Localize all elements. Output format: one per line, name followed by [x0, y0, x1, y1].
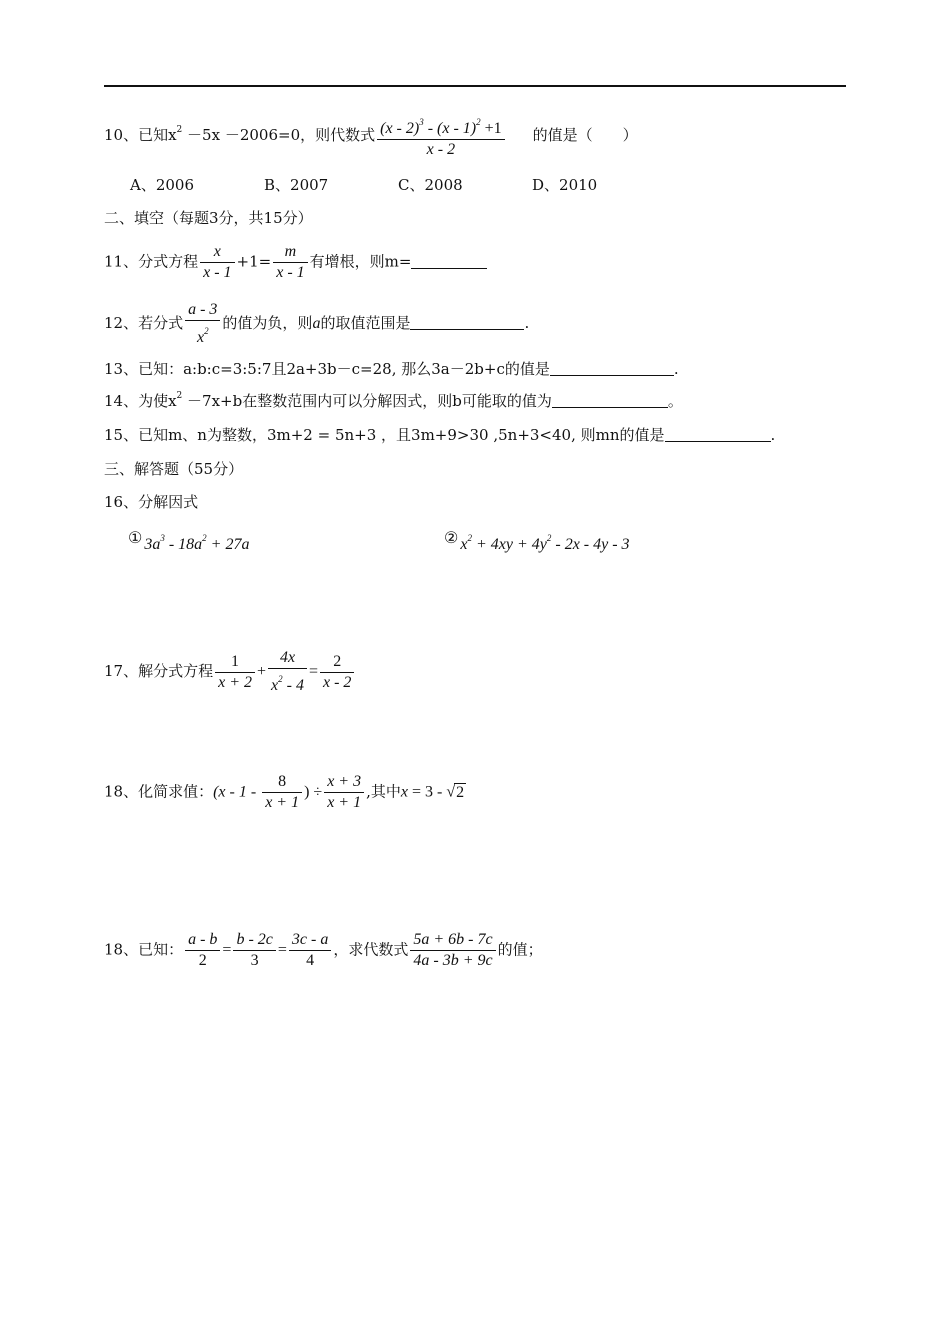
q18b-fraction-2: $\frac{b - 2c}{3}$ — [233, 930, 275, 971]
q14-answer-blank[interactable] — [552, 393, 668, 408]
option-b: B、2007 — [264, 176, 329, 194]
q18b-fraction-3: $\frac{3c - a}{4}$ — [289, 930, 331, 971]
option-c: C、2008 — [398, 176, 463, 194]
option-a: A、2006 — [130, 176, 195, 194]
question-15: 15、已知m、n为整数，3m+2 = 5n+3 ，且3m+9>30 ,5n+3<40, 则mn的值是 . — [104, 426, 776, 444]
header-rule — [104, 85, 846, 87]
section-2-heading: 二、填空（每题3分，共15分） — [104, 209, 313, 227]
q16-part-2: ② $x^2 + 4xy + 4y^2 - 2x - 4y - 3$ — [444, 528, 630, 553]
q18a-fraction-2: $\frac{x + 3}{x + 1}$ — [324, 772, 364, 813]
q10-suffix: 的值是（ ） — [532, 126, 638, 144]
q18b-fraction-4: $\frac{5a + 6b - 7c}{4a - 3b + 9c}$ — [410, 930, 495, 971]
q10-mid: －5x －2006=0，则代数式 — [182, 126, 376, 144]
q17-fraction-3: $\frac{2}{x - 2}$ — [320, 652, 354, 693]
q12-answer-blank[interactable] — [410, 315, 524, 330]
q12-fraction: $\frac{a - 3}{x^2}$ — [185, 300, 220, 348]
question-17: 17、解分式方程 $\frac{1}{x + 2}$ + $\frac{4x}{x^2 - 4}$ = $\frac{2}{x - 2}$ — [104, 648, 356, 696]
question-11: 11、分式方程 $\frac{x}{x - 1}$ +1= $\frac{m}{x - 1}$ 有增根，则m= — [104, 242, 487, 283]
circled-one-icon: ① — [128, 528, 143, 547]
q17-fraction-1: $\frac{1}{x + 2}$ — [215, 652, 255, 693]
q18b-fraction-1: $\frac{a - b}{2}$ — [185, 930, 220, 971]
q18a-fraction-1: $\frac{8}{x + 1}$ — [262, 772, 302, 813]
question-14: 14、为使$x^2 -7x+b$在整数范围内可以分解因式，则b可能取的值为 。 — [104, 391, 683, 410]
q13-answer-blank[interactable] — [550, 361, 674, 376]
q11-fraction-2: $\frac{m}{x - 1}$ — [273, 242, 307, 283]
section-3-heading: 三、解答题（55分） — [104, 460, 244, 478]
option-d: D、2010 — [532, 176, 598, 194]
q10-prefix: 10、已知x — [104, 126, 177, 144]
question-16-title: 16、分解因式 — [104, 493, 199, 511]
q17-fraction-2: $\frac{4x}{x^2 - 4}$ — [268, 648, 307, 696]
q16-part-1: ① $3a^3 - 18a^2 + 27a$ — [128, 528, 250, 553]
sqrt-icon: √ — [446, 783, 456, 801]
q11-answer-blank[interactable] — [411, 254, 487, 269]
q15-answer-blank[interactable] — [665, 427, 771, 442]
question-18-given: 18、已知： $\frac{a - b}{2}$ = $\frac{b - 2c}{3}$ = $\frac{3c - a}{4}$ ，求代数式 $\frac{5a + 6b - 7c}{4a - 3b + 9c}$ 的值； — [104, 931, 543, 969]
question-13: 13、已知：a:b:c=3:5:7且2a+3b－c=28, 那么3a－2b+c的值是 . — [104, 360, 679, 378]
circled-two-icon: ② — [444, 528, 459, 547]
question-10 — [104, 112, 638, 160]
q10-fraction: $\frac{(x - 2)^3 - (x - 1)^2 +1}{x - 2}$ — [377, 112, 505, 160]
q10-exp: 2 — [176, 125, 183, 135]
q10-options — [130, 174, 666, 195]
q11-fraction-1: $\frac{x}{x - 1}$ — [200, 242, 234, 283]
question-12: 12、若分式 $\frac{a - 3}{x^2}$ 的值为负，则a的取值范围是 . — [104, 301, 530, 346]
question-18-simplify: 18、化简求值：(x - 1 - $\frac{8}{x + 1}$ ) ÷ $\frac{x + 3}{x + 1}$ ,其中x = 3 - √2 — [104, 773, 465, 811]
